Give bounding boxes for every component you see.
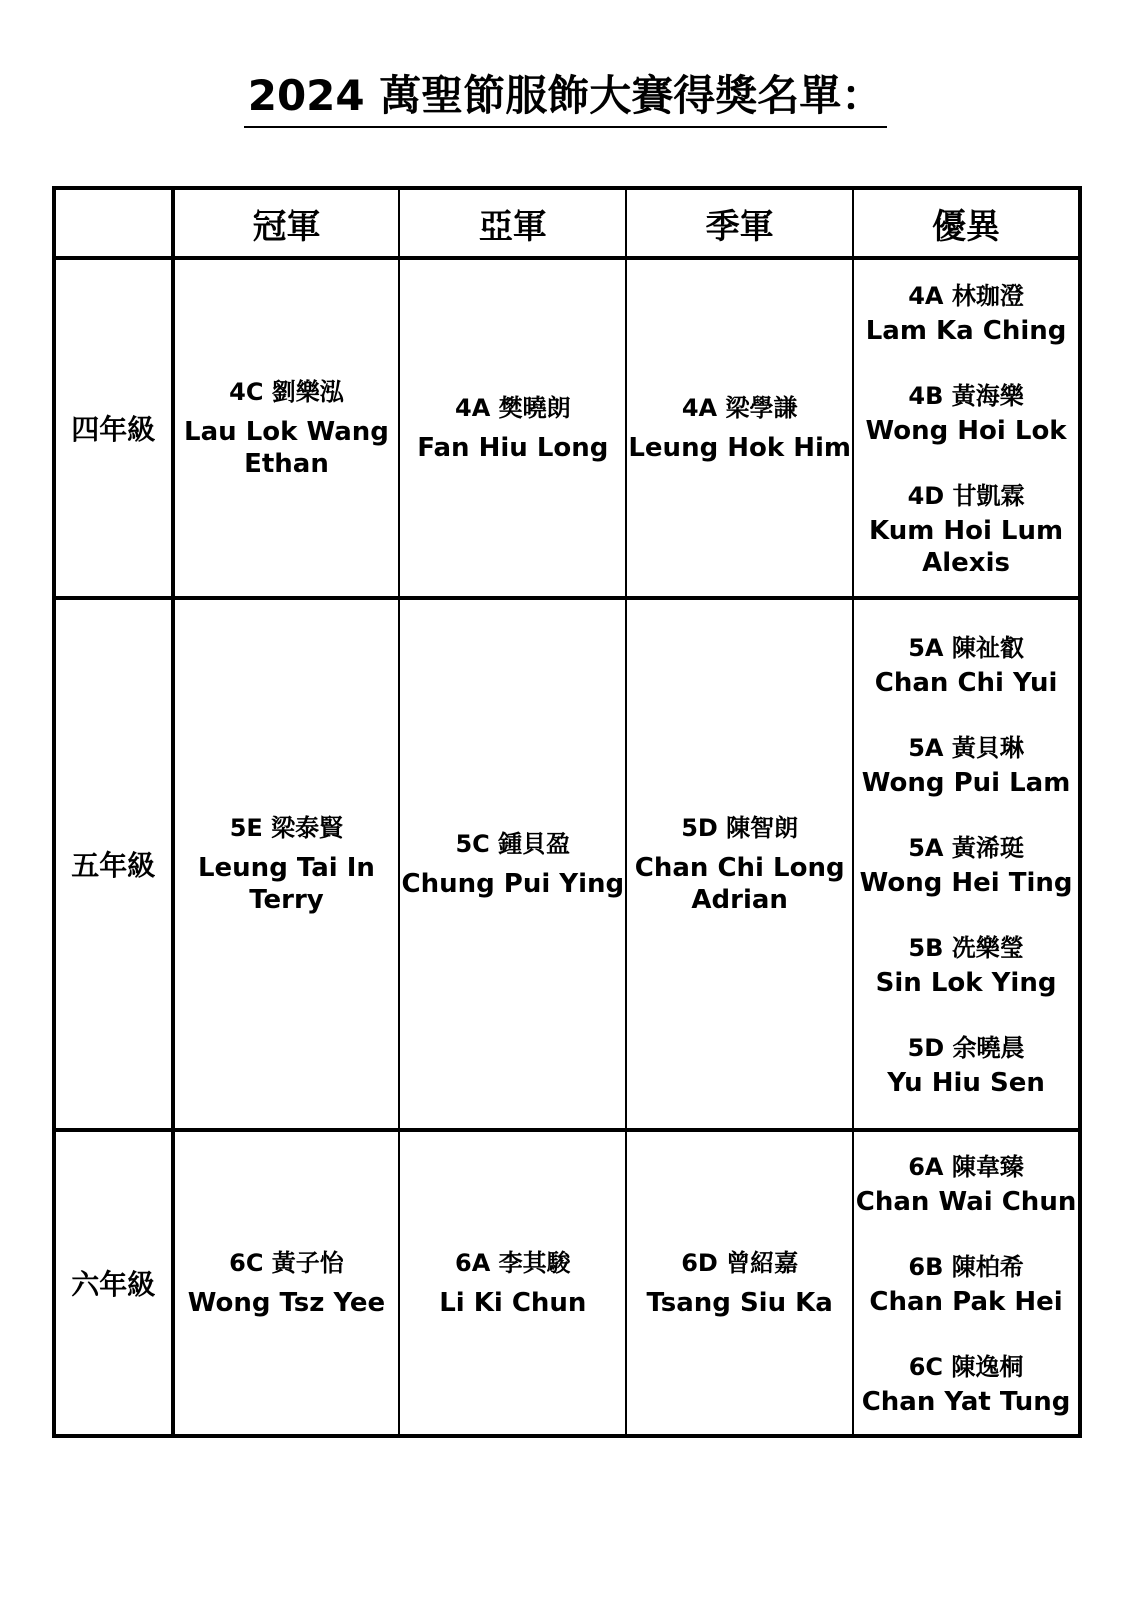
winner-class: 6B 陳柏希 bbox=[908, 1253, 1024, 1281]
header-merit: 優異 bbox=[853, 188, 1080, 258]
first-runner-up-cell bbox=[399, 258, 626, 598]
winner-class: 4A 林珈澄 bbox=[908, 282, 1024, 310]
winner-class: 5A 陳祉叡 bbox=[908, 634, 1024, 662]
second-runner-up-cell bbox=[626, 1130, 853, 1436]
merit-entry bbox=[854, 629, 1078, 699]
winner-name: Li Ki Chun bbox=[439, 1288, 587, 1318]
winner-name: Lam Ka Ching bbox=[865, 316, 1067, 346]
winner-class: 5C 鍾貝盈 bbox=[455, 830, 571, 858]
winner-class: 6A 陳韋臻 bbox=[908, 1153, 1024, 1181]
winner-name: Kum Hoi Lum Alexis bbox=[869, 516, 1064, 578]
merit-entry bbox=[854, 929, 1078, 999]
header-corner bbox=[54, 188, 173, 258]
merit-entry bbox=[854, 1348, 1078, 1418]
winner-name: Wong Tsz Yee bbox=[187, 1288, 386, 1318]
merit-cell bbox=[853, 1130, 1080, 1436]
winner-name: Leung Hok Him bbox=[628, 433, 851, 463]
winner-class: 5D 陳智朗 bbox=[681, 814, 799, 842]
winner-name: Leung Tai In Terry bbox=[197, 853, 375, 915]
winner-class: 6A 李其駿 bbox=[455, 1249, 571, 1277]
winner-name: Lau Lok Wang Ethan bbox=[184, 417, 389, 479]
winner-class: 5B 冼樂瑩 bbox=[908, 934, 1024, 962]
header-second-runner-up: 季軍 bbox=[626, 188, 853, 258]
grade-label: 四年級 bbox=[54, 258, 173, 598]
table-row-grade-6 bbox=[54, 1130, 1080, 1436]
winner-class: 5A 黃貝琳 bbox=[908, 734, 1024, 762]
table-row-grade-5 bbox=[54, 598, 1080, 1130]
merit-cell bbox=[853, 258, 1080, 598]
winner-class: 5A 黃浠珽 bbox=[908, 834, 1024, 862]
winner-name: Chan Pak Hei bbox=[869, 1287, 1063, 1317]
first-runner-up-cell bbox=[399, 598, 626, 1130]
merit-entry bbox=[854, 1029, 1078, 1099]
winner-name: Chan Yat Tung bbox=[861, 1387, 1071, 1417]
winner-name: Tsang Siu Ka bbox=[646, 1288, 833, 1318]
champion-cell bbox=[173, 598, 400, 1130]
champion-cell bbox=[173, 1130, 400, 1436]
winner-class: 4D 甘凱霖 bbox=[907, 482, 1025, 510]
winner-name: Wong Hei Ting bbox=[859, 868, 1073, 898]
merit-entry bbox=[854, 1148, 1078, 1218]
header-row bbox=[54, 188, 1080, 258]
second-runner-up-cell bbox=[626, 258, 853, 598]
winner-name: Yu Hiu Sen bbox=[887, 1068, 1045, 1098]
merit-cell bbox=[853, 598, 1080, 1130]
winner-class: 4B 黃海樂 bbox=[908, 382, 1024, 410]
second-runner-up-cell bbox=[626, 598, 853, 1130]
winner-class: 6C 陳逸桐 bbox=[908, 1353, 1024, 1381]
merit-entry bbox=[854, 729, 1078, 799]
winner-name: Chan Wai Chun bbox=[855, 1187, 1077, 1217]
header-champion: 冠軍 bbox=[173, 188, 400, 258]
winner-class: 6C 黃子怡 bbox=[229, 1249, 344, 1277]
awards-table bbox=[52, 186, 1082, 1438]
merit-entry bbox=[854, 277, 1078, 347]
page-title bbox=[0, 68, 1131, 128]
merit-entry bbox=[854, 829, 1078, 899]
grade-label: 五年級 bbox=[54, 598, 173, 1130]
winner-class: 4A 梁學謙 bbox=[681, 394, 798, 422]
merit-entry bbox=[854, 377, 1078, 447]
winner-name: Wong Hoi Lok bbox=[865, 416, 1067, 446]
winner-class: 4A 樊曉朗 bbox=[455, 394, 571, 422]
champion-cell bbox=[173, 258, 400, 598]
first-runner-up-cell bbox=[399, 1130, 626, 1436]
grade-label: 六年級 bbox=[54, 1130, 173, 1436]
winner-name: Wong Pui Lam bbox=[861, 768, 1071, 798]
winner-name: Fan Hiu Long bbox=[417, 433, 609, 463]
header-first-runner-up: 亞軍 bbox=[399, 188, 626, 258]
merit-entry bbox=[854, 477, 1078, 579]
winner-name: Chan Chi Long Adrian bbox=[634, 853, 845, 915]
winner-class: 5E 梁泰賢 bbox=[229, 814, 344, 842]
winner-class: 5D 余曉晨 bbox=[907, 1034, 1025, 1062]
winner-class: 4C 劉樂泓 bbox=[229, 378, 344, 406]
winner-class: 6D 曾紹嘉 bbox=[681, 1249, 799, 1277]
winner-name: Chung Pui Ying bbox=[401, 869, 625, 899]
winner-name: Sin Lok Ying bbox=[875, 968, 1057, 998]
title-text: 2024 萬聖節服飾大賽得獎名單： bbox=[244, 68, 888, 128]
winner-name: Chan Chi Yui bbox=[874, 668, 1058, 698]
merit-entry bbox=[854, 1248, 1078, 1318]
table-row-grade-4 bbox=[54, 258, 1080, 598]
